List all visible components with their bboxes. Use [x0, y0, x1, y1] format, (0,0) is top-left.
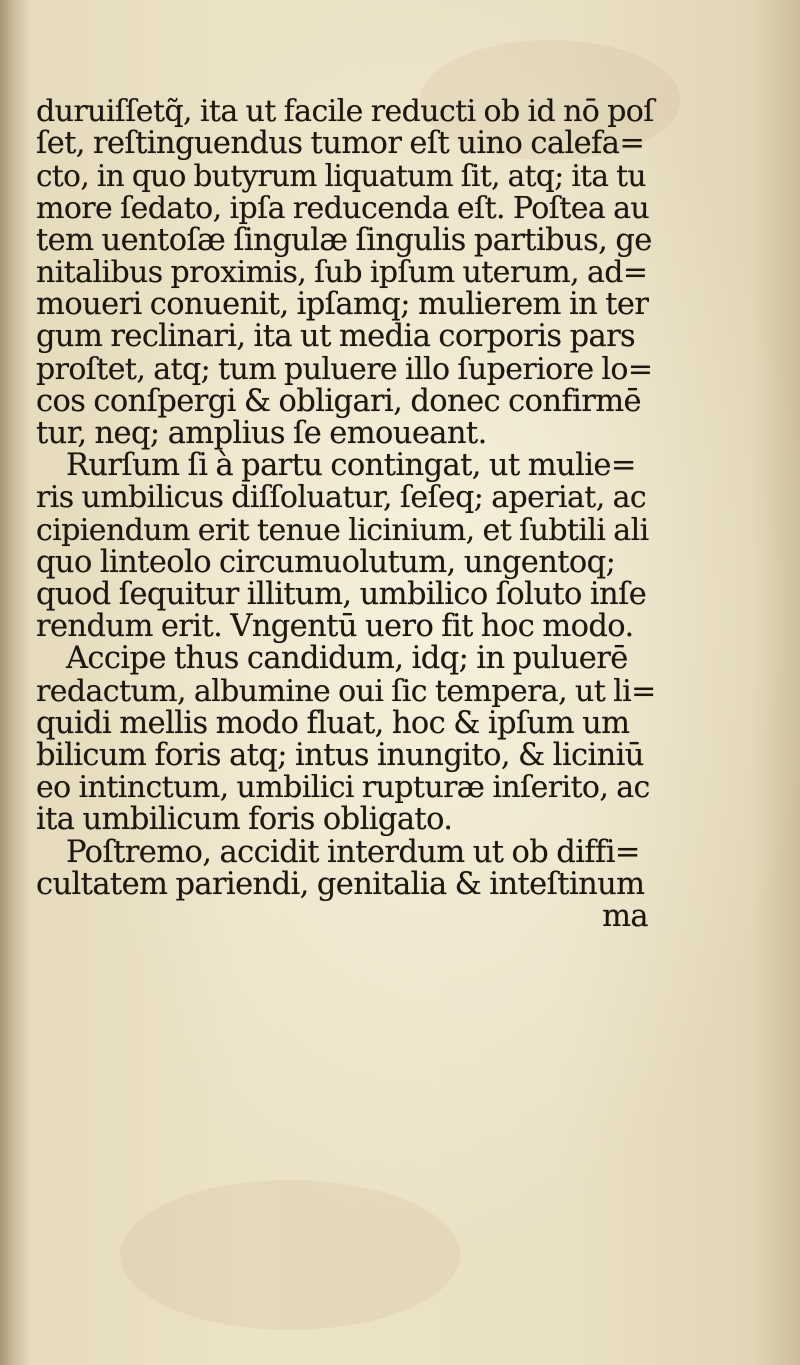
text-line: moueri conuenit, ipſamq; mulierem in ter [36, 287, 649, 323]
text-line: tem uentoſæ ſingulæ ſingulis partibus, ge [36, 222, 652, 258]
text-line: ita umbilicum foris obligato. [36, 802, 453, 838]
text-line: quidi mellis modo fluat, hoc & ipſum um [36, 705, 630, 741]
text-line: ſet, reſtinguendus tumor eſt uino calefa= [36, 126, 645, 162]
page-gutter-shadow [0, 0, 30, 1365]
text-line: gum reclinari, ita ut media corporis pars [36, 319, 636, 355]
text-line: cto, in quo butyrum liquatum ſit, atq; ita tu [36, 159, 646, 194]
text-line: cos conſpergi & obligari, donec confirmē [36, 383, 642, 419]
text-block [36, 96, 656, 933]
text-line: redactum, albumine oui ſic tempera, ut li= [36, 673, 656, 709]
text-line: bilicum foris atq; intus inungito, & liciniū [36, 738, 644, 774]
text-line: rendum erit. Vngentū uero fit hoc modo. [36, 609, 634, 645]
text-line: ris umbilicus diſſoluatur, ſeſeq; aperiat, ac [36, 480, 647, 516]
text-line: cultatem pariendi, genitalia & inteſtinum [36, 866, 645, 902]
text-line: duruiſſetq̃, ita ut facile reducti ob id nō poſ [36, 94, 654, 129]
text-line: quo linteolo circumuolutum, ungentoq; [36, 544, 616, 580]
catchword: ma [602, 899, 648, 935]
text-line: eo intinctum, umbilici rupturæ inſerito, ac [36, 770, 650, 806]
paragraph-start-line: Poſtremo, accidit interdum ut ob diffi= [66, 834, 640, 870]
text-line: proſtet, atq; tum puluere illo ſuperiore lo= [36, 351, 653, 387]
text-line: quod ſequitur illitum, umbilico ſoluto inſe [36, 577, 647, 613]
paragraph-start-line: Accipe thus candidum, idq; in puluerē [66, 641, 628, 677]
paragraph-start-line: Rurſum ſi à partu contingat, ut mulie= [66, 448, 636, 484]
text-line: cipiendum erit tenue licinium, et ſubtili ali [36, 512, 649, 548]
text-line: tur, neq; amplius ſe emoueant. [36, 416, 487, 452]
paper-stain [120, 1180, 460, 1330]
text-line: more ſedato, ipſa reducenda eſt. Poſtea au [36, 190, 650, 226]
text-line: nitalibus proximis, ſub ipſum uterum, ad= [36, 255, 648, 291]
